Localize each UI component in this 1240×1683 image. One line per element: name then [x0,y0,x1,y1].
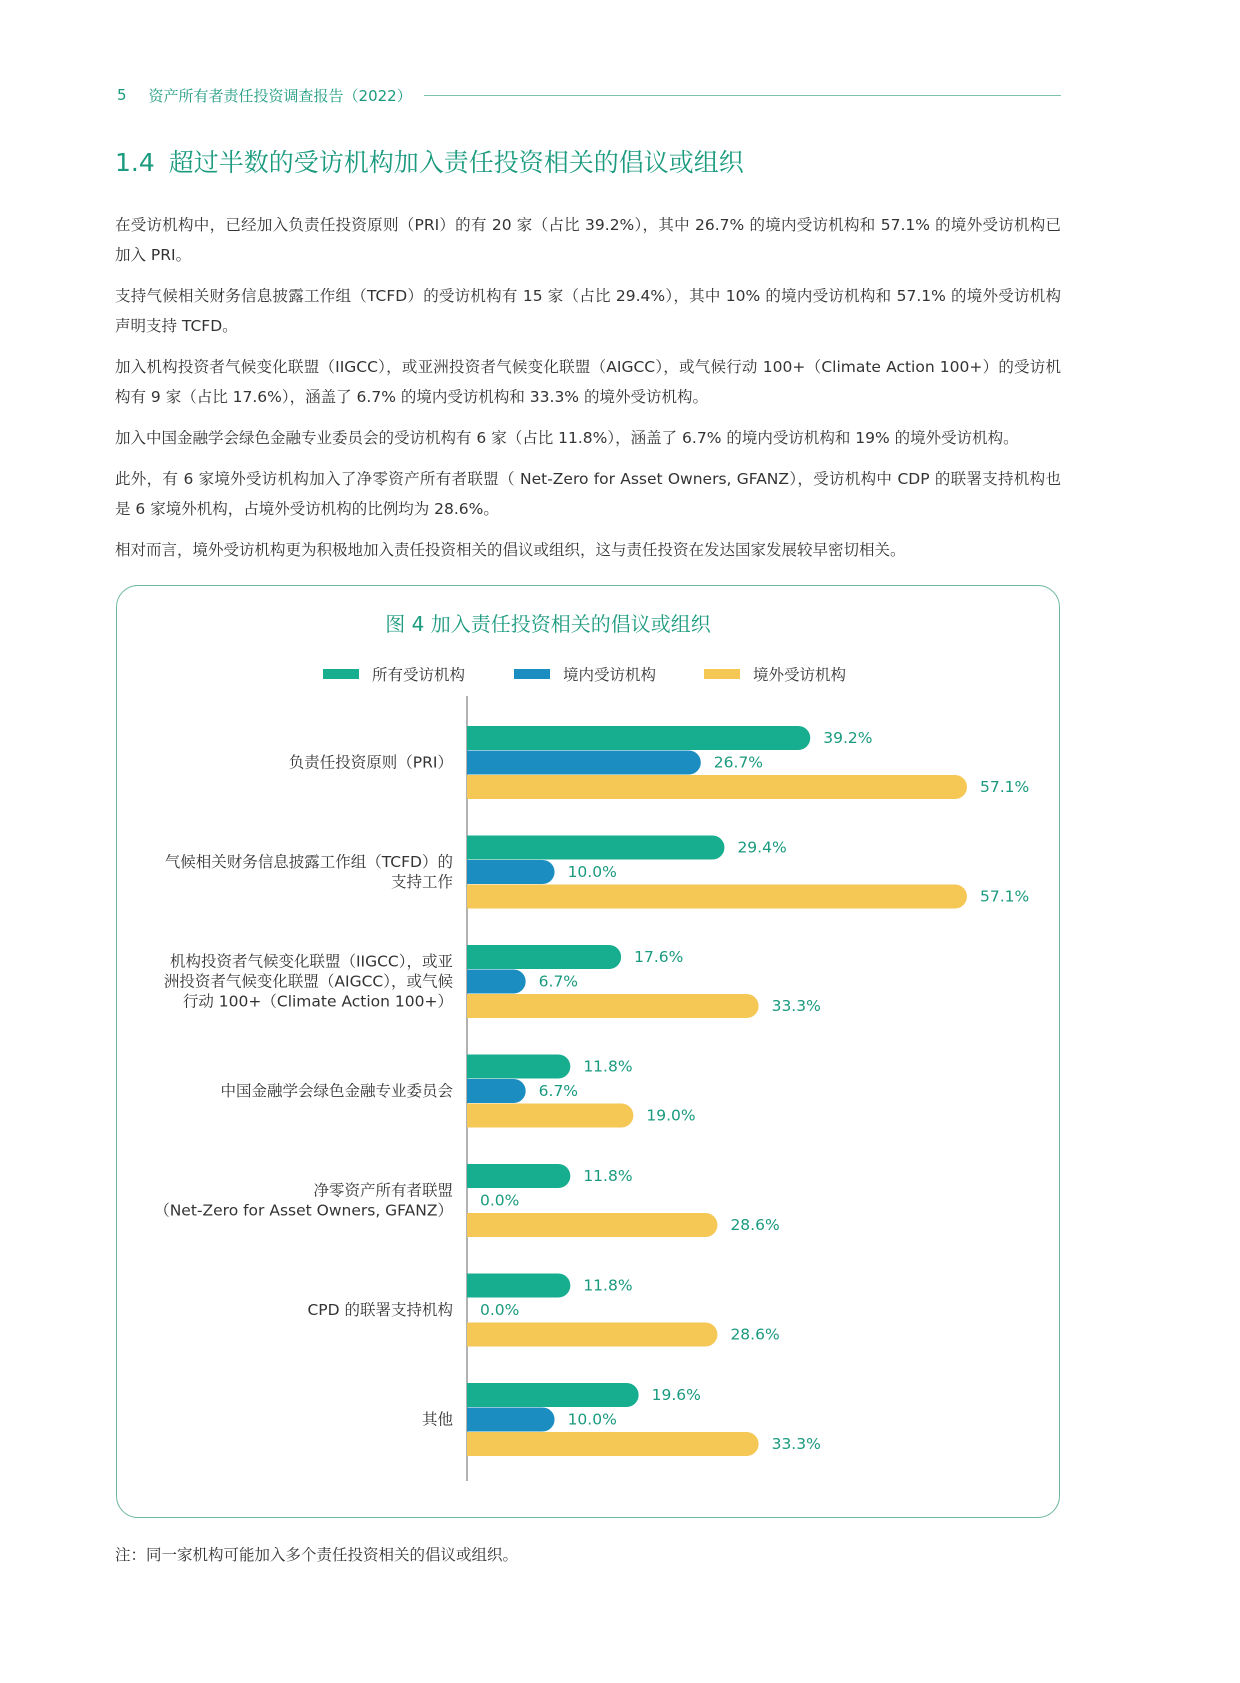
paragraph: 此外，有 6 家境外受访机构加入了净零资产所有者联盟（ Net-Zero for Asset Owners, GFANZ），受访机构中 CDP 的联署支持机构也是 6 家境外机构，占境外受访机构的比例均为 28.6%。 [115,470,1061,518]
bar [467,994,759,1018]
data-label: 33.3% [771,997,821,1015]
header-rule [424,95,1061,96]
bar [467,775,967,799]
bar [467,1164,570,1188]
data-label: 11.8% [583,1167,633,1185]
section-title [115,143,744,179]
paragraph: 在受访机构中，已经加入负责任投资原则（PRI）的有 20 家（占比 39.2%），其中 26.7% 的境内受访机构和 57.1% 的境外受访机构已加入 PRI。 [115,216,1061,264]
data-label: 11.8% [583,1057,633,1076]
category-label: 中国金融学会绿色金融专业委员会 [220,1082,453,1100]
data-label: 17.6% [634,948,684,966]
bar [467,1383,639,1407]
data-label: 26.7% [713,753,764,772]
bar [467,970,526,994]
data-label: 10.0% [567,863,617,881]
data-label: 6.7% [538,1082,579,1100]
paragraph: 加入中国金融学会绿色金融专业委员会的受访机构有 6 家（占比 11.8%），涵盖了 6.7% 的境内受访机构和 19% 的境外受访机构。 [115,429,1019,447]
page-number: 5 [117,86,127,104]
category-label: 洲投资者气候变化联盟（AIGCC），或气候 [163,972,453,991]
bar [467,860,555,884]
legend-label: 境内受访机构 [563,666,657,684]
legend-swatch [514,669,550,679]
data-label: 33.3% [771,1435,821,1453]
data-label: 0.0% [480,1191,520,1210]
bar [467,1079,526,1103]
data-label: 28.6% [730,1325,780,1344]
data-label: 39.2% [823,729,873,747]
data-label: 0.0% [480,1301,520,1319]
bar [467,945,621,969]
paragraph: 相对而言，境外受访机构更为积极地加入责任投资相关的倡议或组织，这与责任投资在发达国家发展较早密切相关。 [115,541,906,559]
bar [467,1213,717,1237]
category-label: 其他 [421,1410,453,1429]
data-label: 29.4% [737,838,787,857]
paragraph: 支持气候相关财务信息披露工作组（TCFD）的受访机构有 15 家（占比 29.4%），其中 10% 的境内受访机构和 57.1% 的境外受访机构声明支持 TCFD。 [115,287,1061,335]
category-label: 气候相关财务信息披露工作组（TCFD）的 [164,853,453,871]
bar [467,1432,759,1456]
section-number: 1.4 [115,148,155,177]
data-label: 28.6% [730,1216,780,1234]
bar [467,1323,717,1347]
chart-title: 图 4 加入责任投资相关的倡议或组织 [385,612,711,636]
category-label: （Net-Zero for Asset Owners, GFANZ） [154,1201,453,1220]
bar [467,1274,570,1298]
bar [467,751,701,775]
data-label: 57.1% [980,778,1030,796]
category-label: 负责任投资原则（PRI） [288,753,453,772]
bar [467,1408,555,1432]
body-text [115,210,1061,576]
data-label: 57.1% [980,887,1030,906]
bar-chart [117,586,1058,1516]
legend-swatch [323,669,359,679]
legend-label: 所有受访机构 [372,666,466,684]
bar [467,885,967,909]
data-label: 19.0% [646,1106,696,1125]
report-title: 资产所有者责任投资调查报告（2022） [148,86,412,105]
section-title-text: 超过半数的受访机构加入责任投资相关的倡议或组织 [168,148,744,177]
category-label: 机构投资者气候变化联盟（IIGCC），或亚 [169,952,453,971]
data-label: 19.6% [651,1386,701,1404]
category-label: 行动 100+（Climate Action 100+） [182,992,453,1011]
legend-label: 境外受访机构 [753,666,847,684]
data-label: 11.8% [583,1276,633,1295]
data-label: 10.0% [567,1410,617,1429]
chart-frame [116,585,1060,1518]
legend-swatch [704,669,740,679]
bar [467,726,810,750]
bar [467,1104,633,1128]
bar [467,1055,570,1079]
footnote: 注：同一家机构可能加入多个责任投资相关的倡议或组织。 [115,1546,519,1564]
page-header [117,85,1061,105]
data-label: 6.7% [538,972,579,991]
paragraph: 加入机构投资者气候变化联盟（IIGCC），或亚洲投资者气候变化联盟（AIGCC），或气候行动 100+（Climate Action 100+）的受访机构有 9 家（占比 17.6%），涵盖了 6.7% 的境内受访机构和 33.3% 的境外受访机构。 [115,358,1061,406]
category-label: 净零资产所有者联盟 [313,1181,453,1200]
category-label: CPD 的联署支持机构 [307,1301,453,1319]
bar [467,836,724,860]
category-label: 支持工作 [390,873,453,891]
